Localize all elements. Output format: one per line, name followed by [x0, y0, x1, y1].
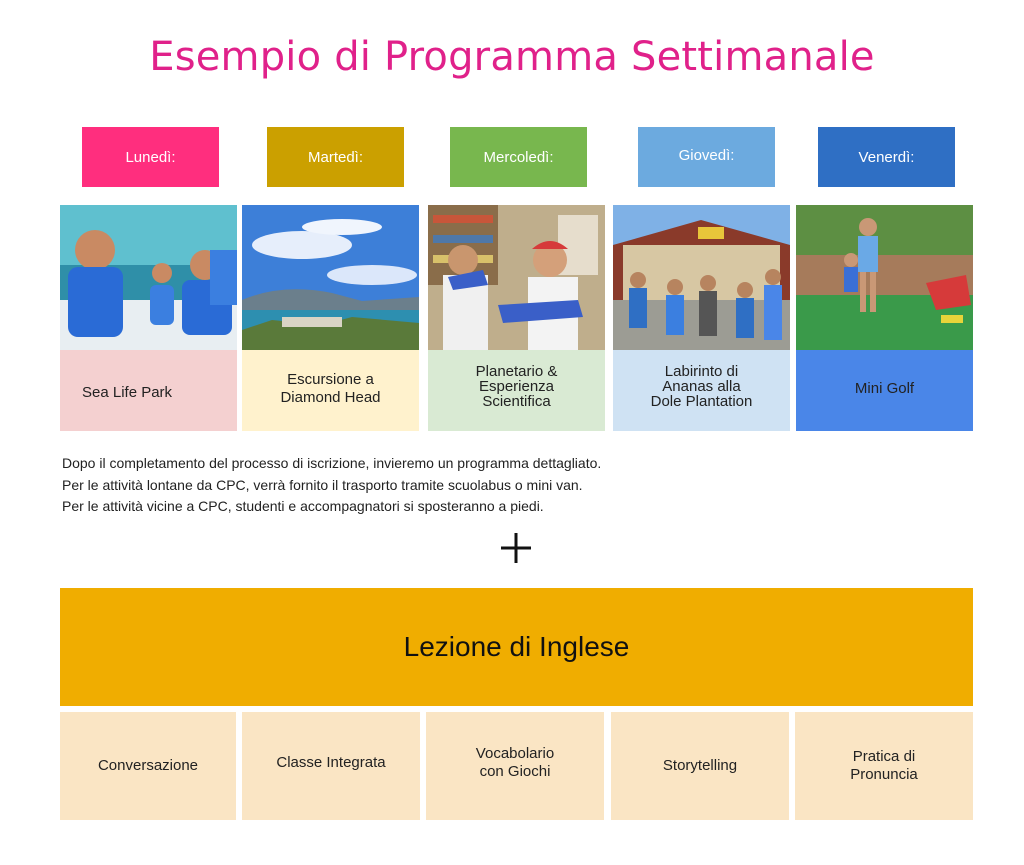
lesson-item-vocabulary-games: Vocabolario con Giochi — [426, 712, 604, 820]
description-line: Per le attività vicine a CPC, studenti e accompagnatori si sposteranno a piedi. — [62, 498, 544, 514]
diamond-head-view-photo — [242, 205, 419, 350]
lesson-item-integrated-class: Classe Integrata — [242, 712, 420, 820]
day-label-thursday: Giovedì: — [638, 127, 775, 187]
day-label-friday: Venerdì: — [818, 127, 955, 187]
activity-caption-thursday: Labirinto di Ananas alla Dole Plantation — [613, 350, 790, 431]
day-label-tuesday: Martedì: — [267, 127, 404, 187]
science-kids-photo — [428, 205, 605, 350]
day-label-monday: Lunedì: — [82, 127, 219, 187]
lesson-item-pronunciation: Pratica di Pronuncia — [795, 712, 973, 820]
description-line: Dopo il completamento del processo di iscrizione, invieremo un programma dettagliato. — [62, 455, 602, 471]
aquarium-kids-photo — [60, 205, 237, 350]
activity-caption-monday: Sea Life Park — [60, 350, 237, 431]
mini-golf-photo — [796, 205, 973, 350]
activity-caption-tuesday: Escursione a Diamond Head — [242, 350, 419, 431]
page-title: Esempio di Programma Settimanale — [149, 34, 875, 80]
description-line: Per le attività lontane da CPC, verrà fornito il trasporto tramite scuolabus o mini van. — [62, 476, 583, 493]
english-lesson-banner: Lezione di Inglese — [60, 588, 973, 706]
day-label-wednesday: Mercoledì: — [450, 127, 587, 187]
activity-caption-wednesday: Planetario & Esperienza Scientifica — [428, 350, 605, 431]
activity-caption-friday: Mini Golf — [796, 350, 973, 431]
plus-icon — [499, 531, 533, 565]
program-description — [62, 453, 962, 518]
lesson-item-conversation: Conversazione — [60, 712, 236, 820]
dole-plantation-group-photo — [613, 205, 790, 350]
lesson-item-storytelling: Storytelling — [611, 712, 789, 820]
